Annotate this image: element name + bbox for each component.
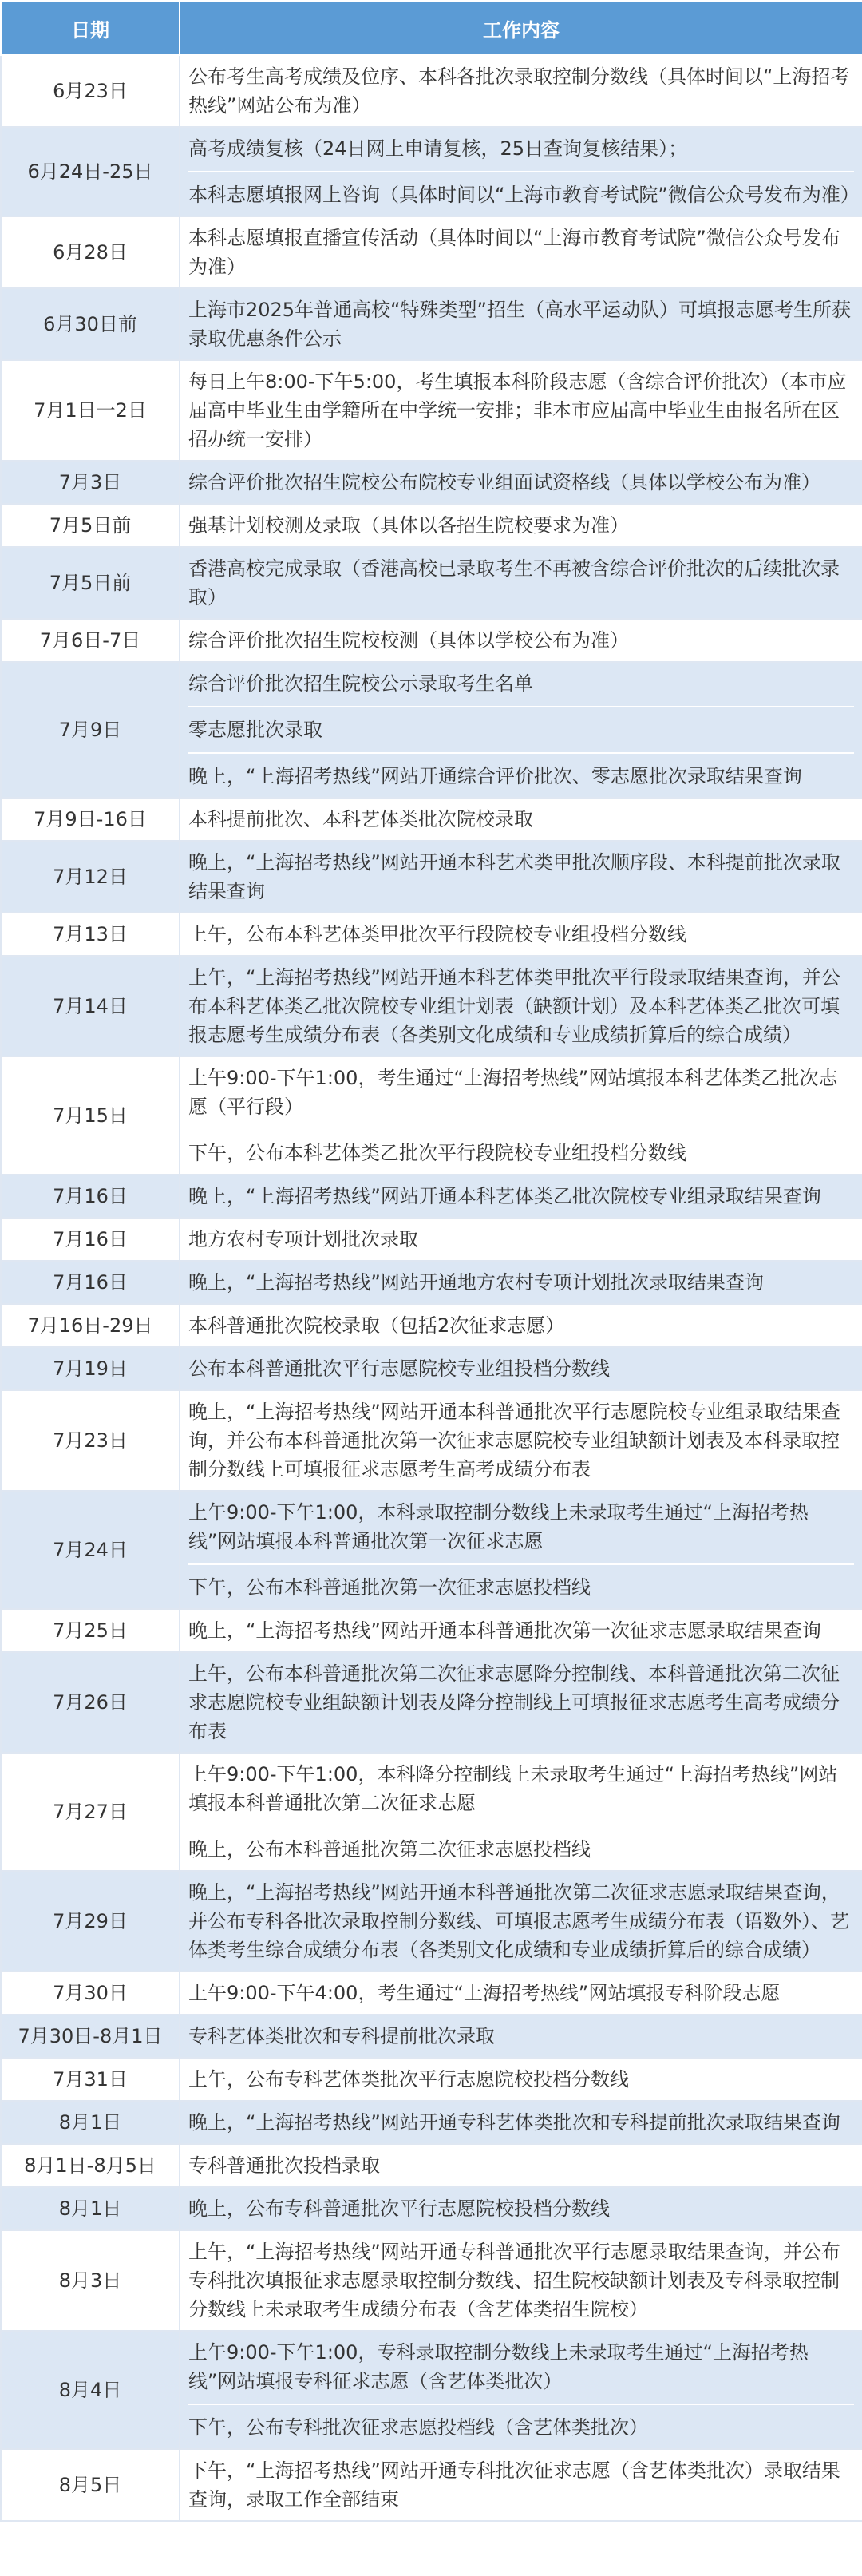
work-item: 综合评价批次招生院校公布院校专业组面试资格线（具体以学校公布为准） xyxy=(188,471,820,493)
work-item: 晚上，“上海招考热线”网站开通本科普通批次第二次征求志愿录取结果查询，并公布专科各批次录取控制分数线、可填报志愿考生成绩分布表（语数外）、艺体类考生综合成绩分布表（各类别文化成绩和专业成绩折算后的综合成绩） xyxy=(188,1881,849,1961)
table-row xyxy=(1,2230,862,2331)
date-cell: 7月29日 xyxy=(1,1871,180,1972)
date-cell: 7月25日 xyxy=(1,1609,180,1652)
work-item: 下午，公布本科艺体类乙批次平行段院校专业组投档分数线 xyxy=(188,1129,854,1167)
work-item: 专科普通批次投档录取 xyxy=(188,2154,380,2177)
table-row xyxy=(1,1261,862,1304)
date-cell: 7月27日 xyxy=(1,1753,180,1871)
date-cell: 7月3日 xyxy=(1,461,180,504)
date-cell: 8月5日 xyxy=(1,2449,180,2521)
date-cell: 7月14日 xyxy=(1,956,180,1056)
table-row xyxy=(1,1491,862,1609)
table-row xyxy=(1,2058,862,2101)
table-row xyxy=(1,841,862,913)
work-item: 香港高校完成录取（香港高校已录取考生不再被含综合评价批次的后续批次录取） xyxy=(188,557,840,608)
work-content-cell xyxy=(180,798,862,841)
table-row xyxy=(1,547,862,619)
table-row xyxy=(1,1871,862,1972)
date-cell: 7月5日前 xyxy=(1,547,180,619)
work-item: 上午，公布本科普通批次第二次征求志愿降分控制线、本科普通批次第二次征求志愿院校专业组缺额计划表及降分控制线上可填报征求志愿考生高考成绩分布表 xyxy=(188,1663,840,1742)
work-content-cell xyxy=(180,2331,862,2449)
table-row xyxy=(1,1056,862,1175)
date-cell: 7月26日 xyxy=(1,1652,180,1753)
table-row xyxy=(1,1347,862,1390)
work-content-cell xyxy=(180,216,862,288)
work-item: 地方农村专项计划批次录取 xyxy=(188,1228,418,1250)
work-content-cell xyxy=(180,461,862,504)
work-content-cell xyxy=(180,1652,862,1753)
table-row xyxy=(1,1175,862,1218)
work-content-cell xyxy=(180,1056,862,1175)
table-row xyxy=(1,1609,862,1652)
date-cell: 6月24日-25日 xyxy=(1,127,180,216)
work-item: 上午9:00-下午1:00，本科录取控制分数线上未录取考生通过“上海招考热线”网站填报本科普通批次第一次征求志愿 xyxy=(188,1501,809,1552)
work-item: 综合评价批次招生院校公示录取考生名单 xyxy=(188,672,533,695)
work-item: 晚上，“上海招考热线”网站开通本科艺体类乙批次院校专业组录取结果查询 xyxy=(188,1185,821,1207)
work-content-cell xyxy=(180,956,862,1056)
date-cell: 7月24日 xyxy=(1,1491,180,1609)
work-item: 专科艺体类批次和专科提前批次录取 xyxy=(188,2025,495,2047)
work-content-cell xyxy=(180,288,862,360)
work-content-cell xyxy=(180,619,862,662)
work-content-cell xyxy=(180,2058,862,2101)
header-row xyxy=(1,1,862,55)
table-row xyxy=(1,1972,862,2015)
work-item: 下午，公布本科普通批次第一次征求志愿投档线 xyxy=(188,1563,854,1602)
work-item: 晚上，“上海招考热线”网站开通专科艺体类批次和专科提前批次录取结果查询 xyxy=(188,2111,840,2134)
table-row xyxy=(1,798,862,841)
work-item: 上午，“上海招考热线”网站开通本科艺体类甲批次平行段录取结果查询，并公布本科艺体类乙批次院校专业组计划表（缺额计划）及本科艺体类乙批次可填报志愿考生成绩分布表（各类别文化成绩和专业成绩折算后的综合成绩） xyxy=(188,966,840,1046)
schedule-body xyxy=(1,55,862,2521)
date-cell: 7月19日 xyxy=(1,1347,180,1390)
date-cell: 7月16日 xyxy=(1,1261,180,1304)
date-cell: 6月28日 xyxy=(1,216,180,288)
table-row xyxy=(1,1652,862,1753)
work-item: 下午，“上海招考热线”网站开通专科批次征求志愿（含艺体类批次）录取结果查询，录取工作全部结束 xyxy=(188,2459,840,2511)
work-content-cell xyxy=(180,1609,862,1652)
date-cell: 7月30日 xyxy=(1,1972,180,2015)
work-content-cell xyxy=(180,1347,862,1390)
table-row xyxy=(1,1304,862,1347)
work-content-cell xyxy=(180,1390,862,1491)
date-cell: 7月13日 xyxy=(1,913,180,956)
work-item: 晚上，“上海招考热线”网站开通综合评价批次、零志愿批次录取结果查询 xyxy=(188,752,854,791)
table-row xyxy=(1,1390,862,1491)
work-content-cell xyxy=(180,913,862,956)
work-item: 本科普通批次院校录取（包括2次征求志愿） xyxy=(188,1314,565,1337)
work-content-cell xyxy=(180,1491,862,1609)
work-item: 公布考生高考成绩及位序、本科各批次录取控制分数线（具体时间以“上海招考热线”网站公布为准） xyxy=(188,65,850,117)
date-cell: 6月30日前 xyxy=(1,288,180,360)
table-row xyxy=(1,461,862,504)
work-content-cell xyxy=(180,360,862,461)
work-item: 本科志愿填报直播宣传活动（具体时间以“上海市教育考试院”微信公众号发布为准） xyxy=(188,227,840,278)
work-item: 上午9:00-下午1:00，本科降分控制线上未录取考生通过“上海招考热线”网站填报本科普通批次第二次征求志愿 xyxy=(188,1763,838,1814)
work-item: 本科提前批次、本科艺体类批次院校录取 xyxy=(188,808,533,830)
table-row xyxy=(1,1218,862,1261)
table-row xyxy=(1,216,862,288)
date-cell: 8月1日 xyxy=(1,2187,180,2230)
work-item: 零志愿批次录取 xyxy=(188,706,854,744)
table-row xyxy=(1,956,862,1056)
work-content-cell xyxy=(180,1175,862,1218)
work-item: 高考成绩复核（24日网上申请复核，25日查询复核结果）； xyxy=(188,137,688,160)
work-item: 晚上，公布本科普通批次第二次征求志愿投档线 xyxy=(188,1825,854,1864)
date-cell: 7月9日 xyxy=(1,662,180,798)
work-item: 晚上，“上海招考热线”网站开通本科普通批次平行志愿院校专业组录取结果查询，并公布本科普通批次第一次征求志愿院校专业组缺额计划表及本科录取控制分数线上可填报征求志愿考生高考成绩分布表 xyxy=(188,1401,840,1480)
work-item: 晚上，公布专科普通批次平行志愿院校投档分数线 xyxy=(188,2198,610,2220)
date-cell: 7月23日 xyxy=(1,1390,180,1491)
work-item: 强基计划校测及录取（具体以各招生院校要求为准） xyxy=(188,514,629,537)
date-cell: 7月16日-29日 xyxy=(1,1304,180,1347)
date-column-header: 日期 xyxy=(1,1,180,55)
date-cell: 7月15日 xyxy=(1,1056,180,1175)
work-item: 下午，公布专科批次征求志愿投档线（含艺体类批次） xyxy=(188,2404,854,2442)
table-row xyxy=(1,1753,862,1871)
work-item: 晚上，“上海招考热线”网站开通地方农村专项计划批次录取结果查询 xyxy=(188,1271,764,1294)
work-content-cell xyxy=(180,841,862,913)
work-item: 上午，“上海招考热线”网站开通专科普通批次平行志愿录取结果查询，并公布专科批次填报征求志愿录取控制分数线、招生院校缺额计划表及专科录取控制分数线上未录取考生成绩分布表（含艺体类招生院校） xyxy=(188,2241,840,2320)
work-content-cell xyxy=(180,547,862,619)
work-item: 本科志愿填报网上咨询（具体时间以“上海市教育考试院”微信公众号发布为准） xyxy=(188,171,854,209)
date-cell: 7月16日 xyxy=(1,1218,180,1261)
work-content-cell xyxy=(180,2144,862,2187)
work-item: 晚上，“上海招考热线”网站开通本科艺术类甲批次顺序段、本科提前批次录取结果查询 xyxy=(188,851,840,902)
work-content-cell xyxy=(180,1871,862,1972)
work-item: 公布本科普通批次平行志愿院校专业组投档分数线 xyxy=(188,1357,610,1380)
work-content-cell xyxy=(180,127,862,216)
work-content-cell xyxy=(180,662,862,798)
work-content-cell xyxy=(180,1304,862,1347)
date-cell: 7月1日一2日 xyxy=(1,360,180,461)
table-row xyxy=(1,2331,862,2449)
work-item: 上午9:00-下午1:00，专科录取控制分数线上未录取考生通过“上海招考热线”网站填报专科征求志愿（含艺体类批次） xyxy=(188,2341,809,2392)
table-row xyxy=(1,2144,862,2187)
date-cell: 8月1日 xyxy=(1,2101,180,2144)
table-row xyxy=(1,127,862,216)
work-item: 上午9:00-下午4:00，考生通过“上海招考热线”网站填报专科阶段志愿 xyxy=(188,1982,781,2004)
work-content-cell xyxy=(180,504,862,547)
table-row xyxy=(1,504,862,547)
table-row xyxy=(1,55,862,127)
date-cell: 8月3日 xyxy=(1,2230,180,2331)
table-row xyxy=(1,2449,862,2521)
table-row xyxy=(1,2015,862,2058)
work-item: 综合评价批次招生院校校测（具体以学校公布为准） xyxy=(188,629,629,652)
work-content-cell xyxy=(180,2101,862,2144)
work-column-header: 工作内容 xyxy=(180,1,862,55)
work-content-cell xyxy=(180,1218,862,1261)
work-content-cell xyxy=(180,1261,862,1304)
work-content-cell xyxy=(180,1972,862,2015)
work-content-cell xyxy=(180,2230,862,2331)
date-cell: 8月1日-8月5日 xyxy=(1,2144,180,2187)
work-item: 上午，公布专科艺体类批次平行志愿院校投档分数线 xyxy=(188,2068,629,2091)
table-row xyxy=(1,2187,862,2230)
work-content-cell xyxy=(180,2187,862,2230)
work-item: 晚上，“上海招考热线”网站开通本科普通批次第一次征求志愿录取结果查询 xyxy=(188,1619,821,1642)
table-row xyxy=(1,288,862,360)
table-row xyxy=(1,360,862,461)
date-cell: 7月6日-7日 xyxy=(1,619,180,662)
work-item: 上午，公布本科艺体类甲批次平行段院校专业组投档分数线 xyxy=(188,923,686,945)
work-content-cell xyxy=(180,55,862,127)
date-cell: 7月9日-16日 xyxy=(1,798,180,841)
work-item: 每日上午8:00-下午5:00，考生填报本科阶段志愿（含综合评价批次）（本市应届高中毕业生由学籍所在中学统一安排；非本市应届高中毕业生由报名所在区招办统一安排） xyxy=(188,371,847,450)
work-content-cell xyxy=(180,2449,862,2521)
table-row xyxy=(1,619,862,662)
date-cell: 8月4日 xyxy=(1,2331,180,2449)
work-item: 上午9:00-下午1:00，考生通过“上海招考热线”网站填报本科艺体类乙批次志愿（平行段） xyxy=(188,1067,838,1118)
date-cell: 7月12日 xyxy=(1,841,180,913)
table-row xyxy=(1,913,862,956)
work-content-cell xyxy=(180,1753,862,1871)
date-cell: 7月30日-8月1日 xyxy=(1,2015,180,2058)
date-cell: 7月31日 xyxy=(1,2058,180,2101)
work-item: 上海市2025年普通高校“特殊类型”招生（高水平运动队）可填报志愿考生所获录取优惠条件公示 xyxy=(188,299,851,350)
work-content-cell xyxy=(180,2015,862,2058)
date-cell: 6月23日 xyxy=(1,55,180,127)
table-row xyxy=(1,662,862,798)
date-cell: 7月16日 xyxy=(1,1175,180,1218)
date-cell: 7月5日前 xyxy=(1,504,180,547)
table-row xyxy=(1,2101,862,2144)
